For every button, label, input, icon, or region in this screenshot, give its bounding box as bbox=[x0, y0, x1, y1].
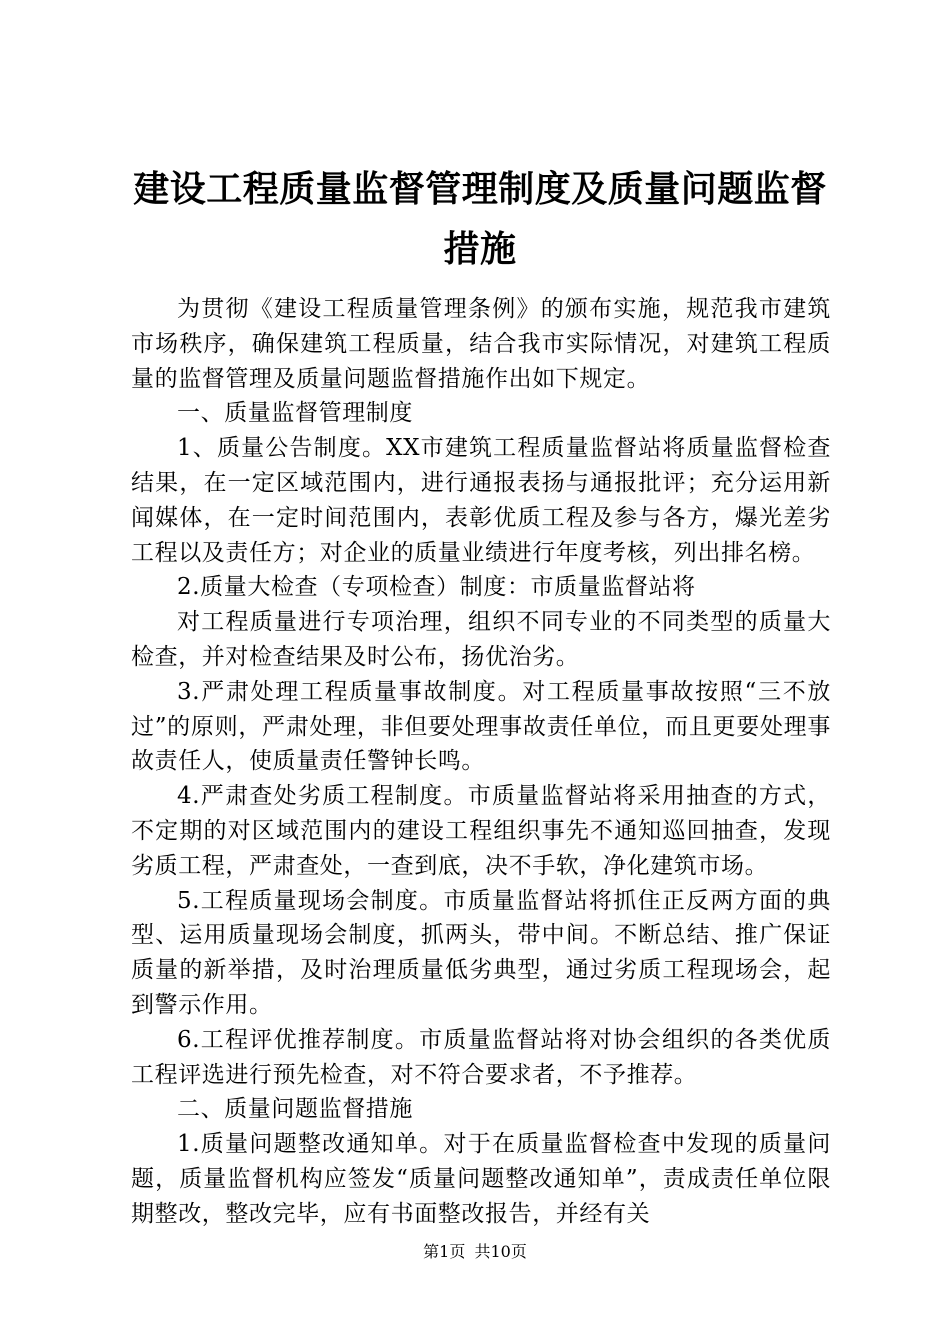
paragraph-site-meeting: 5.工程质量现场会制度。市质量监督站将抓住正反两方面的典型、运用质量现场会制度，抓两头，带中间。不断总结、推广保证质量的新举措，及时治理质量低劣典型，通过劣质工程现场会，起到警示作用。 bbox=[131, 887, 831, 1018]
page-number: 第1页 bbox=[423, 1242, 466, 1261]
paragraph-special-inspection: 2.质量大检查（专项检查）制度：市质量监督站将 bbox=[177, 574, 696, 601]
paragraph-special-inspection-cont: 对工程质量进行专项治理，组织不同专业的不同类型的质量大检查，并对检查结果及时公布，扬优治劣。 bbox=[131, 609, 831, 670]
document-title: 建设工程质量监督管理制度及质量问题监督措施 bbox=[133, 169, 827, 270]
paragraph-inferior-projects: 4.严肃查处劣质工程制度。市质量监督站将采用抽查的方式，不定期的对区域范围内的建设工程组织事先不通知巡回抽查，发现劣质工程，严肃查处，一查到底，决不手软，净化建筑市场。 bbox=[131, 783, 831, 879]
paragraph-accident-handling: 3.严肃处理工程质量事故制度。对工程质量事故按照“三不放过”的原则，严肃处理，非但要处理事故责任单位，而且更要处理事故责任人，使质量责任警钟长鸣。 bbox=[131, 678, 831, 775]
intro-paragraph: 为贯彻《建设工程质量管理条例》的颁布实施，规范我市建筑市场秩序，确保建筑工程质量，结合我市实际情况，对建筑工程质量的监督管理及质量问题监督措施作出如下规定。 bbox=[131, 296, 831, 392]
paragraph-rectification-notice: 1.质量问题整改通知单。对于在质量监督检查中发现的质量问题，质量监督机构应签发“质量问题整改通知单”，责成责任单位限期整改，整改完毕，应有书面整改报告，并经有关 bbox=[131, 1131, 831, 1227]
paragraph-quality-announcement: 1、质量公告制度。XX市建筑工程质量监督站将质量监督检查结果，在一定区域范围内，进行通报表扬与通报批评；充分运用新闻媒体，在一定时间范围内，表彰优质工程及参与各方，爆光差劣工程以及责任方；对企业的质量业绩进行年度考核，列出排名榜。 bbox=[131, 435, 831, 566]
document-body bbox=[131, 292, 831, 1232]
section-heading-1: 一、质量监督管理制度 bbox=[177, 400, 413, 427]
paragraph-excellence-recommendation: 6.工程评优推荐制度。市质量监督站将对协会组织的各类优质工程评选进行预先检查，对不符合要求者，不予推荐。 bbox=[131, 1026, 831, 1088]
total-pages: 共10页 bbox=[474, 1242, 527, 1261]
section-heading-2: 二、质量问题监督措施 bbox=[177, 1096, 413, 1123]
page-footer bbox=[0, 1240, 950, 1264]
